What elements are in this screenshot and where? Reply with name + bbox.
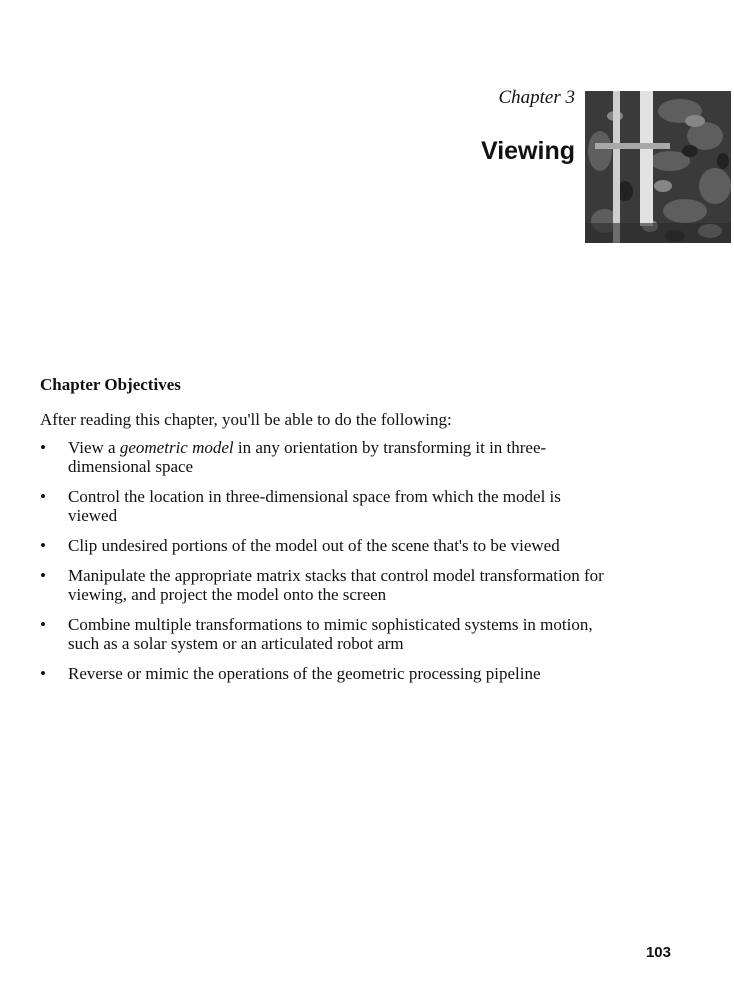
bullet-icon: •	[40, 615, 46, 634]
bullet-icon: •	[40, 438, 46, 457]
objective-text: Clip undesired portions of the model out of the scene that's to be viewed	[68, 536, 560, 555]
bullet-icon: •	[40, 566, 46, 585]
objectives-list	[40, 438, 610, 683]
chapter-title: Viewing	[480, 137, 575, 165]
objective-text: in any orientation by transforming it in three-dimensional space	[68, 438, 547, 476]
objective-item	[40, 664, 610, 683]
chapter-photo	[585, 91, 731, 243]
objective-item	[40, 566, 610, 604]
objective-item	[40, 487, 610, 525]
page-number: 103	[645, 944, 671, 961]
bullet-icon: •	[40, 487, 46, 506]
objective-text-lead: View a	[68, 438, 120, 457]
bullet-icon: •	[40, 664, 46, 683]
objectives-intro: After reading this chapter, you'll be able to do the following:	[40, 410, 452, 429]
chapter-objectives-section	[40, 375, 610, 694]
foliage-trellis-image	[585, 91, 731, 243]
bullet-icon: •	[40, 536, 46, 555]
objective-item	[40, 438, 610, 476]
objective-text-emphasis: geometric model	[119, 438, 234, 457]
objective-text: Combine multiple transformations to mimic sophisticated systems in motion, such as a solar system or an articulated robot arm	[68, 615, 593, 653]
chapter-label: Chapter 3	[498, 87, 575, 108]
objective-text: Control the location in three-dimensional space from which the model is viewed	[68, 487, 561, 525]
objective-text: Manipulate the appropriate matrix stacks that control model transformation for viewing, and project the model onto the screen	[68, 566, 604, 604]
objective-item	[40, 536, 610, 555]
objective-item	[40, 615, 610, 653]
objective-text: Reverse or mimic the operations of the geometric processing pipeline	[68, 664, 541, 683]
objectives-heading: Chapter Objectives	[40, 375, 181, 394]
